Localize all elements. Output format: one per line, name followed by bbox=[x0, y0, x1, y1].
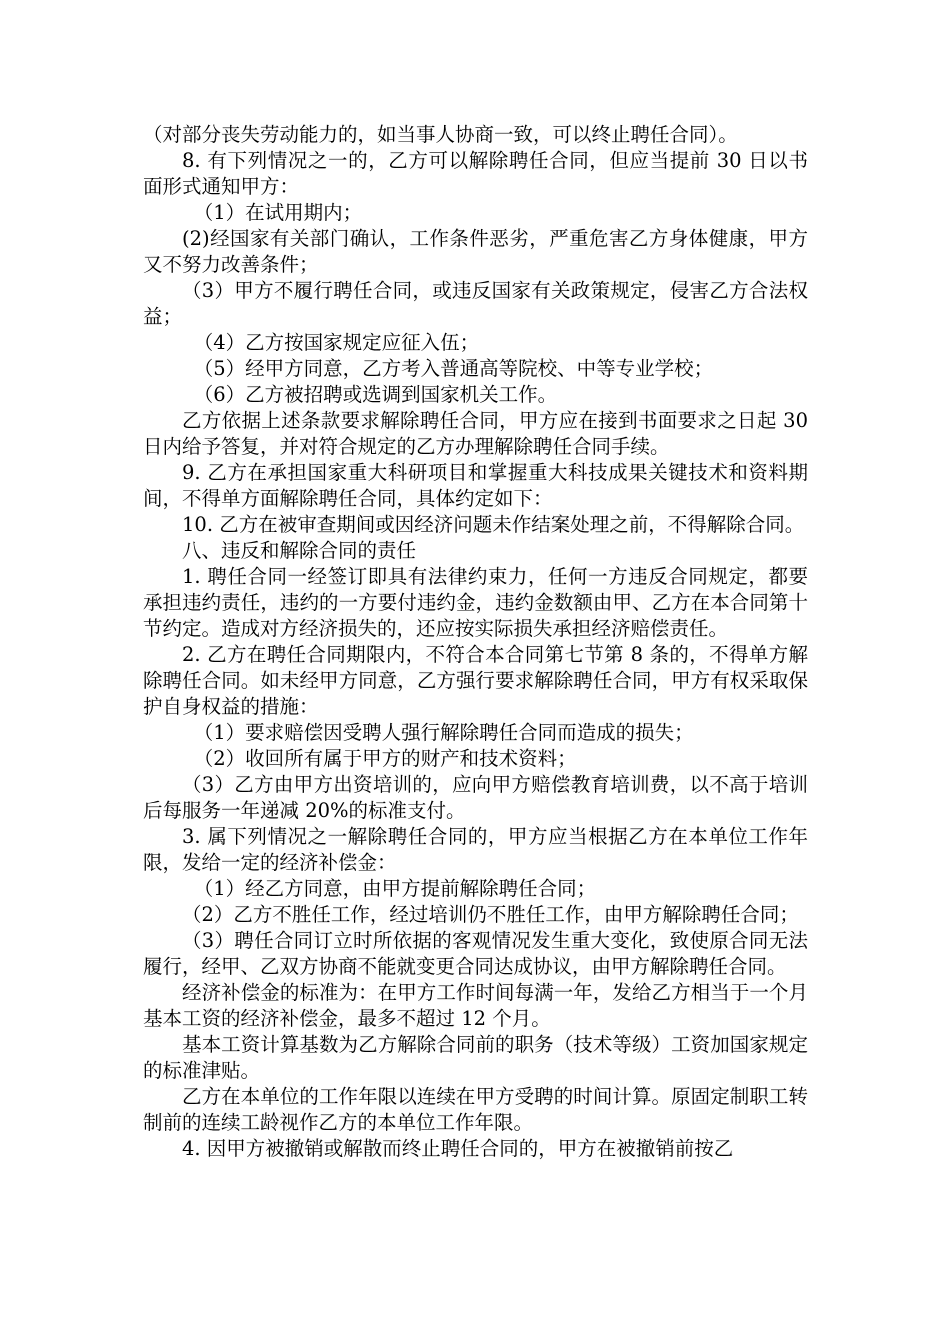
paragraph: 乙方依据上述条款要求解除聘任合同，甲方应在接到书面要求之日起 30 日内给予答复，并对符合规定的乙方办理解除聘任合同手续。 bbox=[143, 409, 808, 458]
document-body bbox=[143, 122, 808, 1162]
paragraph: （对部分丧失劳动能力的，如当事人协商一致，可以终止聘任合同）。 bbox=[143, 123, 738, 146]
paragraph: 基本工资计算基数为乙方解除合同前的职务（技术等级）工资加国家规定的标准津贴。 bbox=[143, 1033, 808, 1082]
list-item: (2)经国家有关部门确认，工作条件恶劣，严重危害乙方身体健康，甲方又不努力改善条件； bbox=[143, 227, 808, 276]
section-heading: 八、违反和解除合同的责任 bbox=[182, 539, 417, 562]
list-item: （2）收回所有属于甲方的财产和技术资料； bbox=[193, 747, 577, 770]
list-item: （6）乙方被招聘或选调到国家机关工作。 bbox=[193, 383, 558, 406]
list-item: （4）乙方按国家规定应征入伍； bbox=[193, 331, 480, 354]
paragraph: 8. 有下列情况之一的，乙方可以解除聘任合同，但应当提前 30 日以书面形式通知甲方： bbox=[143, 149, 808, 198]
paragraph: 乙方在本单位的工作年限以连续在甲方受聘的时间计算。原固定制职工转制前的连续工龄视作乙方的本单位工作年限。 bbox=[143, 1085, 808, 1134]
paragraph: 9. 乙方在承担国家重大科研项目和掌握重大科技成果关键技术和资料期间，不得单方面解除聘任合同，具体约定如下： bbox=[143, 461, 808, 510]
paragraph: 3. 属下列情况之一解除聘任合同的，甲方应当根据乙方在本单位工作年限，发给一定的经济补偿金： bbox=[143, 825, 808, 874]
paragraph: 2. 乙方在聘任合同期限内，不符合本合同第七节第 8 条的，不得单方解除聘任合同。如未经甲方同意，乙方强行要求解除聘任合同，甲方有权采取保护自身权益的措施： bbox=[143, 643, 808, 718]
list-item: （1）要求赔偿因受聘人强行解除聘任合同而造成的损失； bbox=[193, 721, 694, 744]
list-item: （3）甲方不履行聘任合同，或违反国家有关政策规定，侵害乙方合法权益； bbox=[143, 279, 808, 328]
list-item: （1）经乙方同意，由甲方提前解除聘任合同； bbox=[193, 877, 597, 900]
paragraph: 经济补偿金的标准为：在甲方工作时间每满一年，发给乙方相当于一个月基本工资的经济补偿金，最多不超过 12 个月。 bbox=[143, 981, 808, 1030]
paragraph: 1. 聘任合同一经签订即具有法律约束力，任何一方违反合同规定，都要承担违约责任，违约的一方要付违约金，违约金数额由甲、乙方在本合同第十节约定。造成对方经济损失的，还应按实际损失承担经济赔偿责任。 bbox=[143, 565, 808, 640]
list-item: （3）乙方由甲方出资培训的，应向甲方赔偿教育培训费，以不高于培训后每服务一年递减 20%的标准支付。 bbox=[143, 773, 808, 822]
list-item: （1）在试用期内； bbox=[193, 201, 363, 224]
list-item: （2）乙方不胜任工作，经过培训仍不胜任工作，由甲方解除聘任合同； bbox=[182, 903, 799, 926]
list-item: （5）经甲方同意，乙方考入普通高等院校、中等专业学校； bbox=[193, 357, 714, 380]
list-item: （3）聘任合同订立时所依据的客观情况发生重大变化，致使原合同无法履行，经甲、乙双方协商不能就变更合同达成协议，由甲方解除聘任合同。 bbox=[143, 929, 808, 978]
paragraph: 10. 乙方在被审查期间或因经济问题未作结案处理之前，不得解除合同。 bbox=[182, 513, 805, 536]
paragraph: 4. 因甲方被撤销或解散而终止聘任合同的，甲方在被撤销前按乙 bbox=[182, 1137, 734, 1160]
